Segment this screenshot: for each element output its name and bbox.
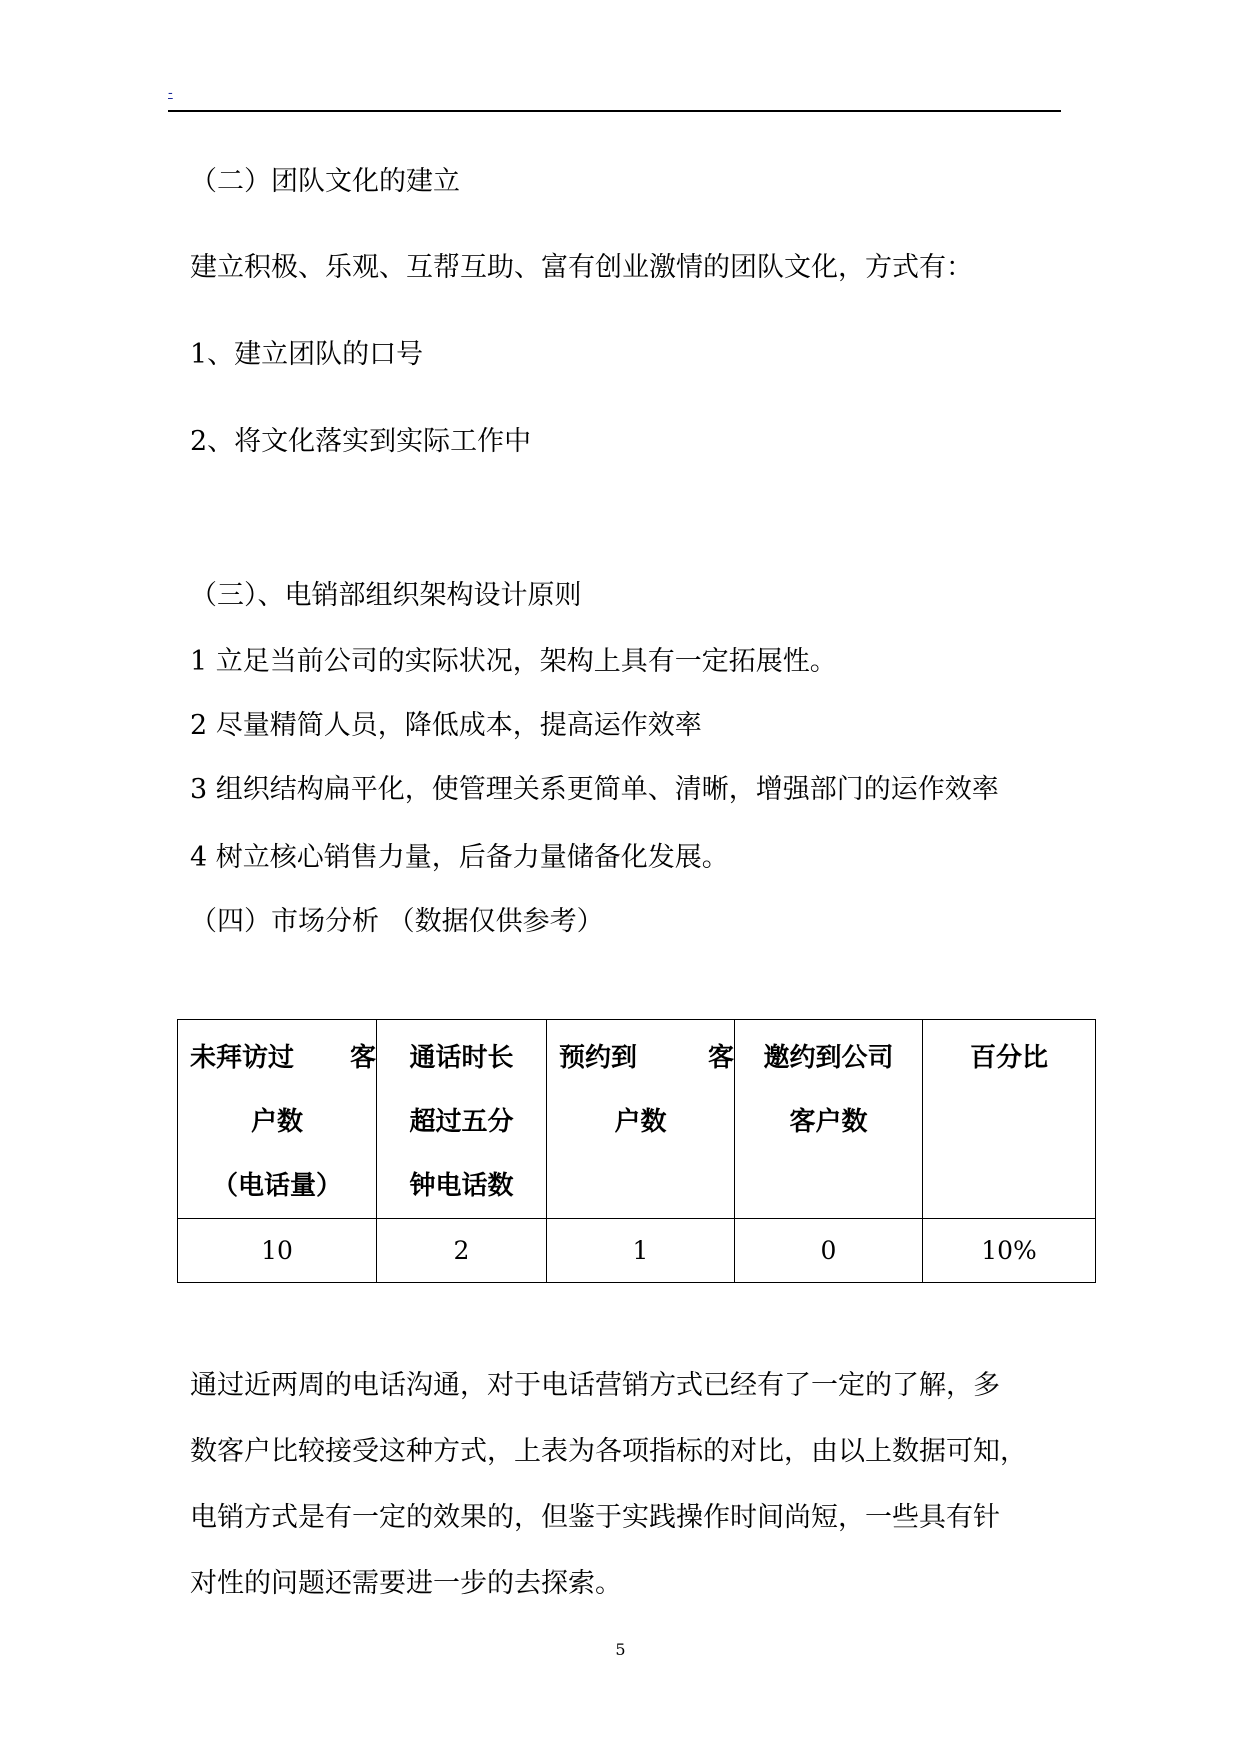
header-call-duration-line2: 超过五分 <box>409 1107 514 1137</box>
header-unvisited-line3: （电话量） <box>211 1171 342 1201</box>
header-rule <box>168 110 1061 112</box>
header-cell-unvisited <box>178 1020 377 1219</box>
header-unvisited-part-a: 未拜访过 <box>190 1043 295 1073</box>
header-invited-line1: 邀约到公司 <box>763 1043 894 1073</box>
header-cell-invited <box>735 1020 923 1219</box>
header-cell-percentage <box>923 1020 1096 1219</box>
section3-item-3: 3 组织结构扁平化，使管理关系更简单、清晰，增强部门的运作效率 <box>190 774 999 805</box>
cell-invited: 0 <box>735 1219 923 1283</box>
table-row <box>178 1219 1096 1283</box>
cell-call-duration: 2 <box>377 1219 547 1283</box>
section3-title: （三）、电销部组织架构设计原则 <box>190 580 582 611</box>
header-cell-call-duration <box>377 1020 547 1219</box>
header-call-duration-line1: 通话时长 <box>409 1043 514 1073</box>
conclusion-line-3: 电销方式是有一定的效果的，但鉴于实践操作时间尚短，一些具有针 <box>190 1502 1000 1533</box>
header-call-duration-line3: 钟电话数 <box>409 1171 514 1201</box>
header-invited-line2: 客户数 <box>789 1107 868 1137</box>
cell-unvisited: 10 <box>178 1219 377 1283</box>
section3-item-4: 4 树立核心销售力量，后备力量储备化发展。 <box>190 842 729 873</box>
header-percentage-line1: 百分比 <box>969 1043 1048 1073</box>
section2-intro: 建立积极、乐观、互帮互助、富有创业激情的团队文化，方式有： <box>190 252 973 283</box>
table-header-row <box>178 1020 1096 1219</box>
header-mark: - <box>168 85 173 101</box>
header-cell-appointments <box>547 1020 735 1219</box>
header-appointments-part-b: 客 <box>707 1043 734 1073</box>
header-unvisited-line1 <box>178 1026 376 1090</box>
header-unvisited-line2: 户数 <box>250 1107 303 1137</box>
section3-item-2: 2 尽量精简人员，降低成本，提高运作效率 <box>190 710 702 741</box>
header-appointments-line1 <box>547 1026 734 1090</box>
conclusion-line-4: 对性的问题还需要进一步的去探索。 <box>190 1568 622 1599</box>
section2-item-1: 1、建立团队的口号 <box>190 339 424 370</box>
cell-percentage: 10% <box>923 1219 1096 1283</box>
header-unvisited-part-b: 客 <box>349 1043 376 1073</box>
cell-appointments: 1 <box>547 1219 735 1283</box>
header-appointments-line2: 户数 <box>614 1107 667 1137</box>
header-appointments-part-a: 预约到 <box>559 1043 638 1073</box>
page-number: 5 <box>615 1640 626 1659</box>
section2-title: （二）团队文化的建立 <box>190 166 460 197</box>
section3-item-1: 1 立足当前公司的实际状况，架构上具有一定拓展性。 <box>190 646 837 677</box>
section2-item-2: 2、将文化落实到实际工作中 <box>190 426 532 457</box>
market-analysis-table <box>177 1019 1096 1283</box>
section4-title: （四）市场分析 （数据仅供参考） <box>190 906 604 937</box>
conclusion-line-2: 数客户比较接受这种方式，上表为各项指标的对比，由以上数据可知， <box>190 1436 1027 1467</box>
conclusion-line-1: 通过近两周的电话沟通，对于电话营销方式已经有了一定的了解，多 <box>190 1370 1000 1401</box>
